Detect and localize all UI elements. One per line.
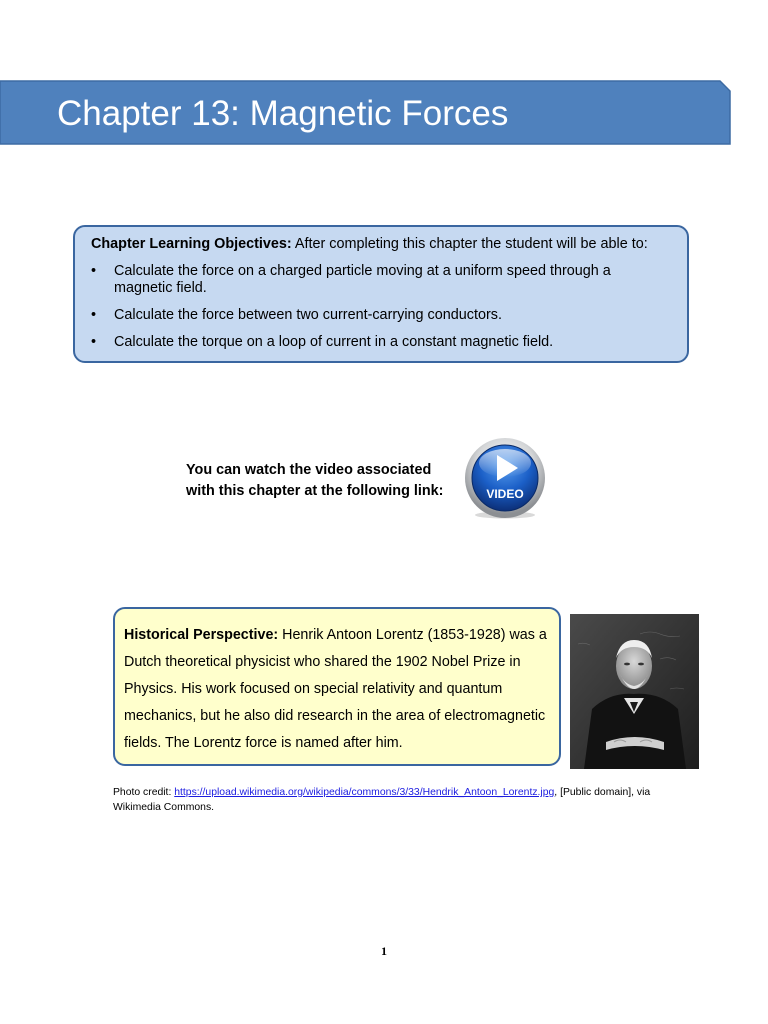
bullet-icon: • [91,307,97,323]
objective-text: Calculate the torque on a loop of current in a constant magnetic field. [114,334,554,350]
list-item [91,263,654,297]
photo-credit-prefix: Photo credit: [113,787,175,798]
objectives-list [91,263,654,351]
objective-text: Calculate the force between two current-carrying conductors. [114,307,502,323]
objectives-intro [91,236,648,252]
historical-perspective-text [124,622,549,757]
photo-credit [113,785,663,815]
video-link-text [186,460,443,502]
bullet-icon: • [91,263,97,279]
list-item [91,307,654,324]
history-body: Henrik Antoon Lorentz (1853-1928) was a Dutch theoretical physicist who shared the 1902 Nobel Prize in Physics. His work focused on special relativity and quantum mechanics, but he also did research in the area of electromagnetic fields. The Lorentz force is named after him. [124,627,547,751]
video-text-line: with this chapter at the following link: [186,483,444,499]
photo-credit-link[interactable]: https://upload.wikimedia.org/wikipedia/commons/3/33/Hendrik_Antoon_Lorentz.jpg [174,787,555,798]
historical-perspective-box [113,607,561,766]
objective-text: Calculate the force on a charged particle moving at a uniform speed through a magnetic field. [114,263,611,296]
page-number: 1 [381,944,387,958]
objectives-heading: Chapter Learning Objectives: [91,236,292,252]
bullet-icon: • [91,334,97,350]
play-video-icon[interactable] [463,436,547,520]
objectives-intro-text: After completing this chapter the student will be able to: [291,236,648,252]
video-text-line: You can watch the video associated [186,462,432,478]
list-item [91,334,654,351]
learning-objectives-box [73,225,689,363]
photo-credit-suffix: , [Public domain], via Wikimedia Commons. [113,787,651,813]
chapter-title: Chapter 13: Magnetic Forces [57,94,509,133]
video-button-label: VIDEO [486,487,524,501]
lorentz-portrait-image [570,614,699,769]
history-heading: Historical Perspective: [124,627,279,643]
